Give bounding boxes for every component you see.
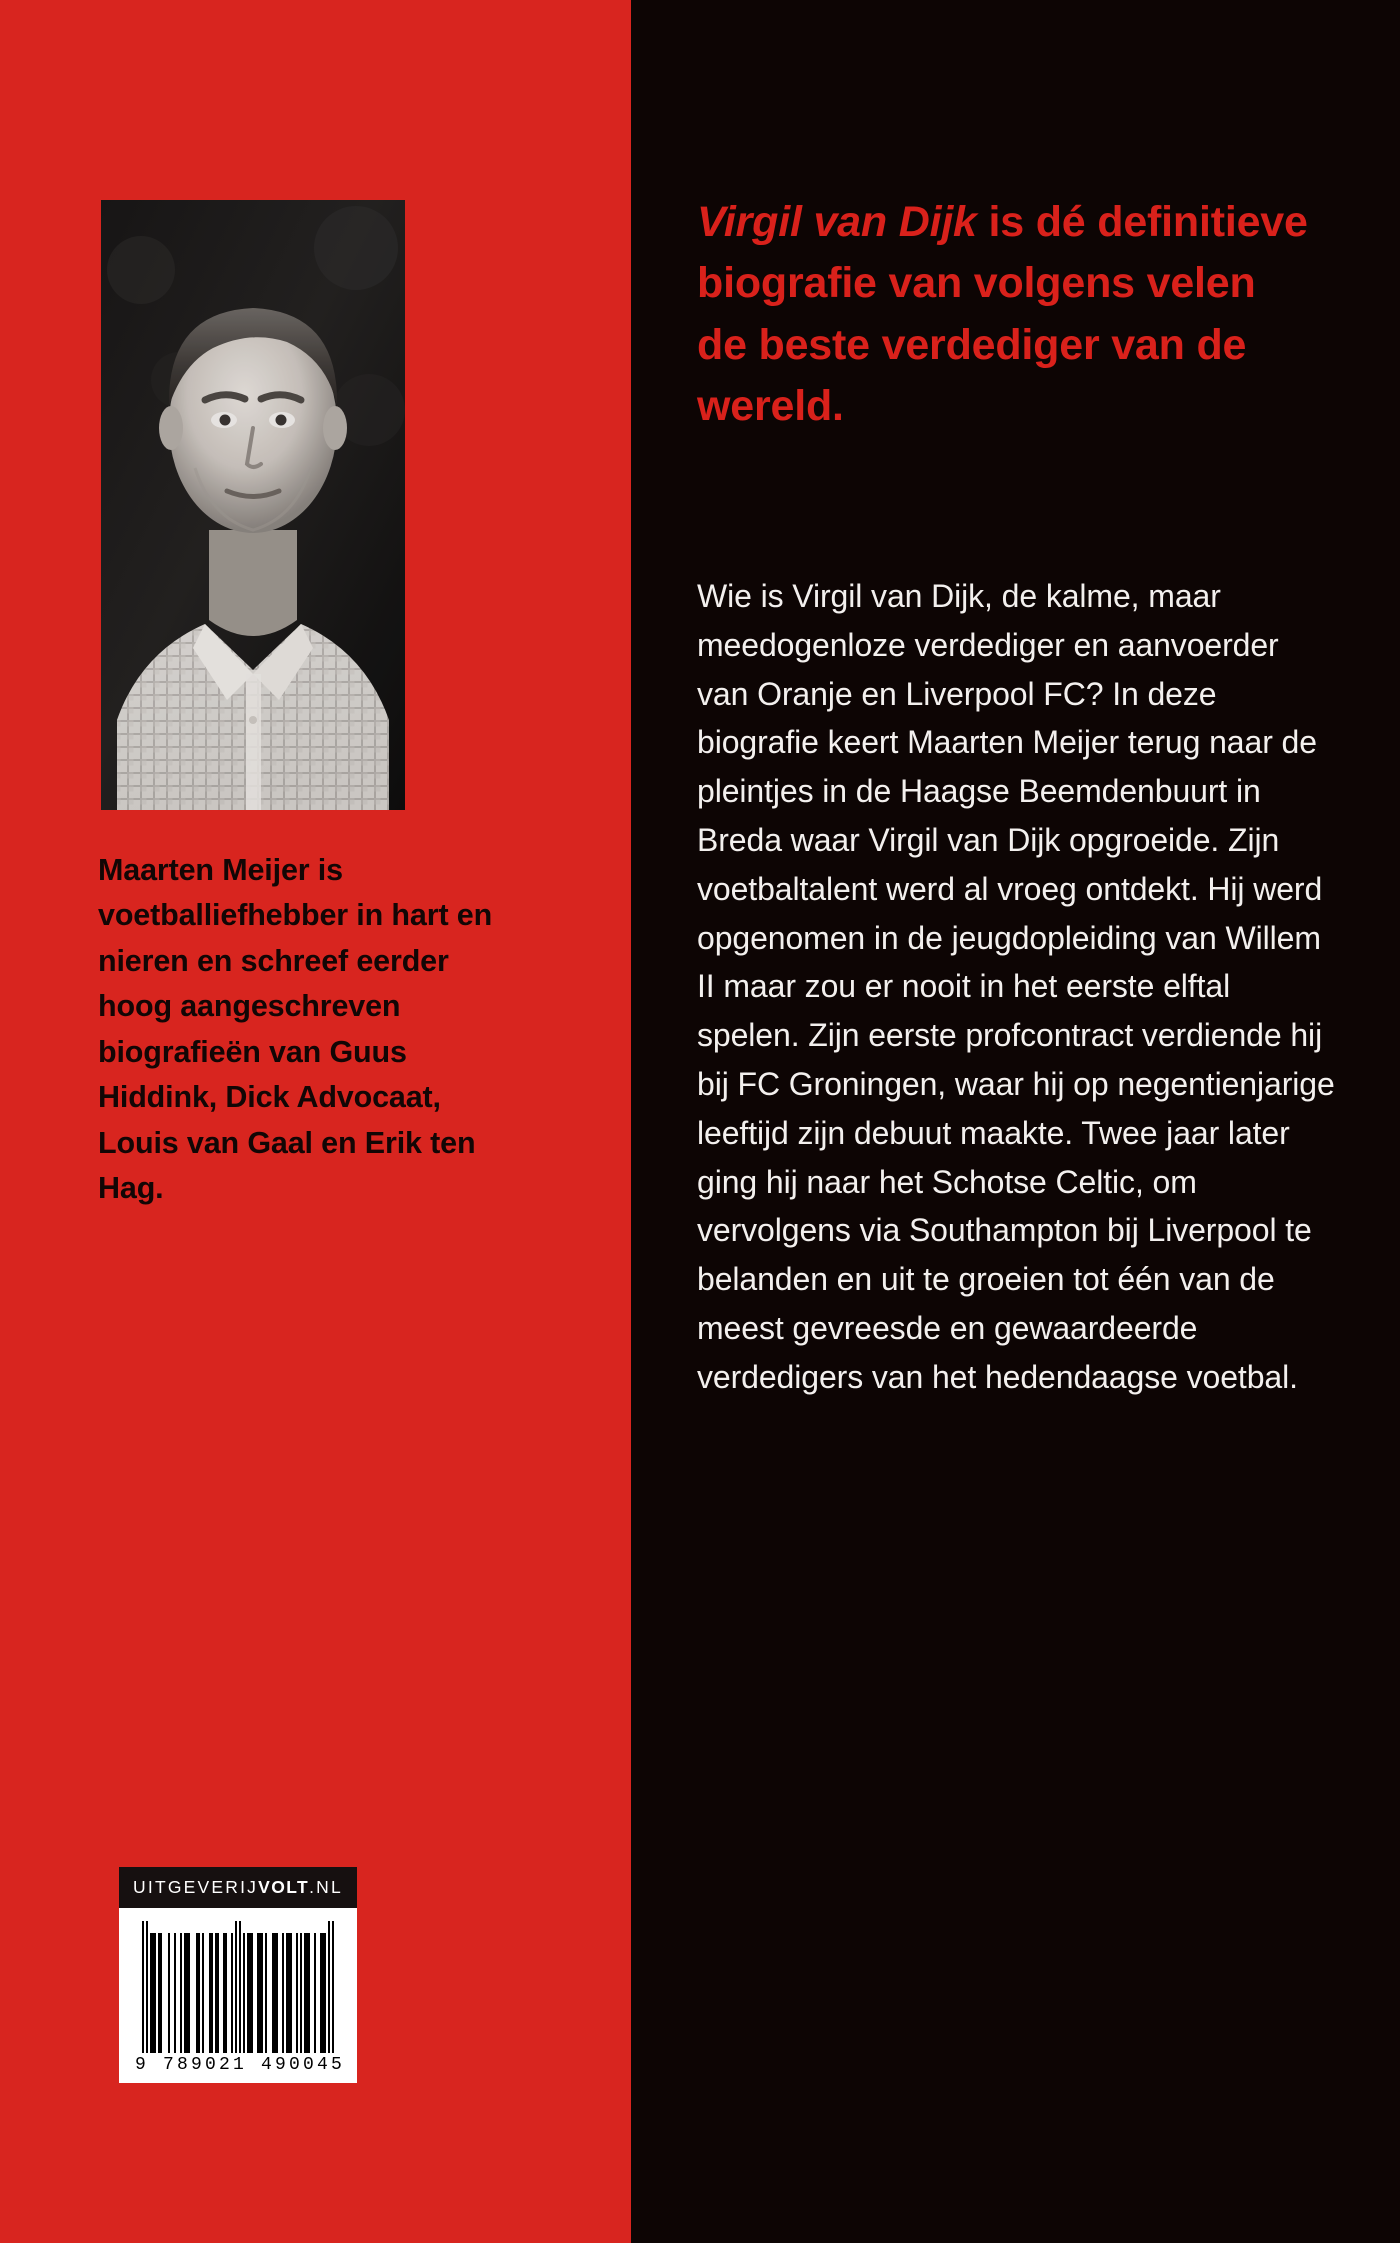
author-bio <box>98 848 518 1212</box>
author-bio-text: is voetballiefhebber in hart en nieren en schreef eerder hoog aangeschreven biografieën van Guus Hiddink, Dick Advocaat, Louis van Gaal en Erik ten Hag. <box>98 853 493 1206</box>
publisher-logo-text <box>133 1877 343 1898</box>
author-name: Maarten Meijer <box>98 853 310 887</box>
publisher-prefix: UITGEVERIJ <box>133 1877 259 1897</box>
author-portrait-photo <box>101 200 405 810</box>
barcode-area <box>119 1908 357 2083</box>
book-title: Virgil van Dijk <box>697 198 977 246</box>
blurb-text-block <box>697 572 1337 1402</box>
blurb-paragraph: Wie is Virgil van Dijk, de kalme, maar meedogenloze verdediger en aanvoerder van Oranje en Liverpool FC? In deze biografie keert Maarten Meijer terug naar de pleintjes in de Haagse Beemdenbuurt in Breda waar Virgil van Dijk opgroeide. Zijn voetbaltalent werd al vroeg ontdekt. Hij werd opgenomen in de jeugdopleiding van Willem II maar zou er nooit in het eerste elftal spelen. Zijn eerste profcontract verdiende hij bij FC Groningen, waar hij op negentienjarige leeftijd zijn debuut maakte. Twee jaar later ging hij naar het Schotse Celtic, om vervolgens via Southampton bij Liverpool te belanden en uit te groeien tot één van de meest gevreesde en gewaardeerde verdedigers van het hedendaagse voetbal. <box>697 578 1335 1395</box>
publisher-logo-bar <box>119 1867 357 1908</box>
isbn-digits: 9 789021 490045 <box>134 2055 346 2075</box>
isbn-barcode-block <box>119 1867 357 2083</box>
publisher-brand: VOLT <box>258 1877 310 1897</box>
headline-rest: is dé definitieve biografie van volgens velen de beste verdediger van de wereld. <box>697 198 1308 431</box>
headline <box>697 192 1317 438</box>
portrait-illustration <box>101 200 405 810</box>
barcode-bars <box>119 1921 357 2053</box>
publisher-suffix: .NL <box>309 1877 343 1897</box>
